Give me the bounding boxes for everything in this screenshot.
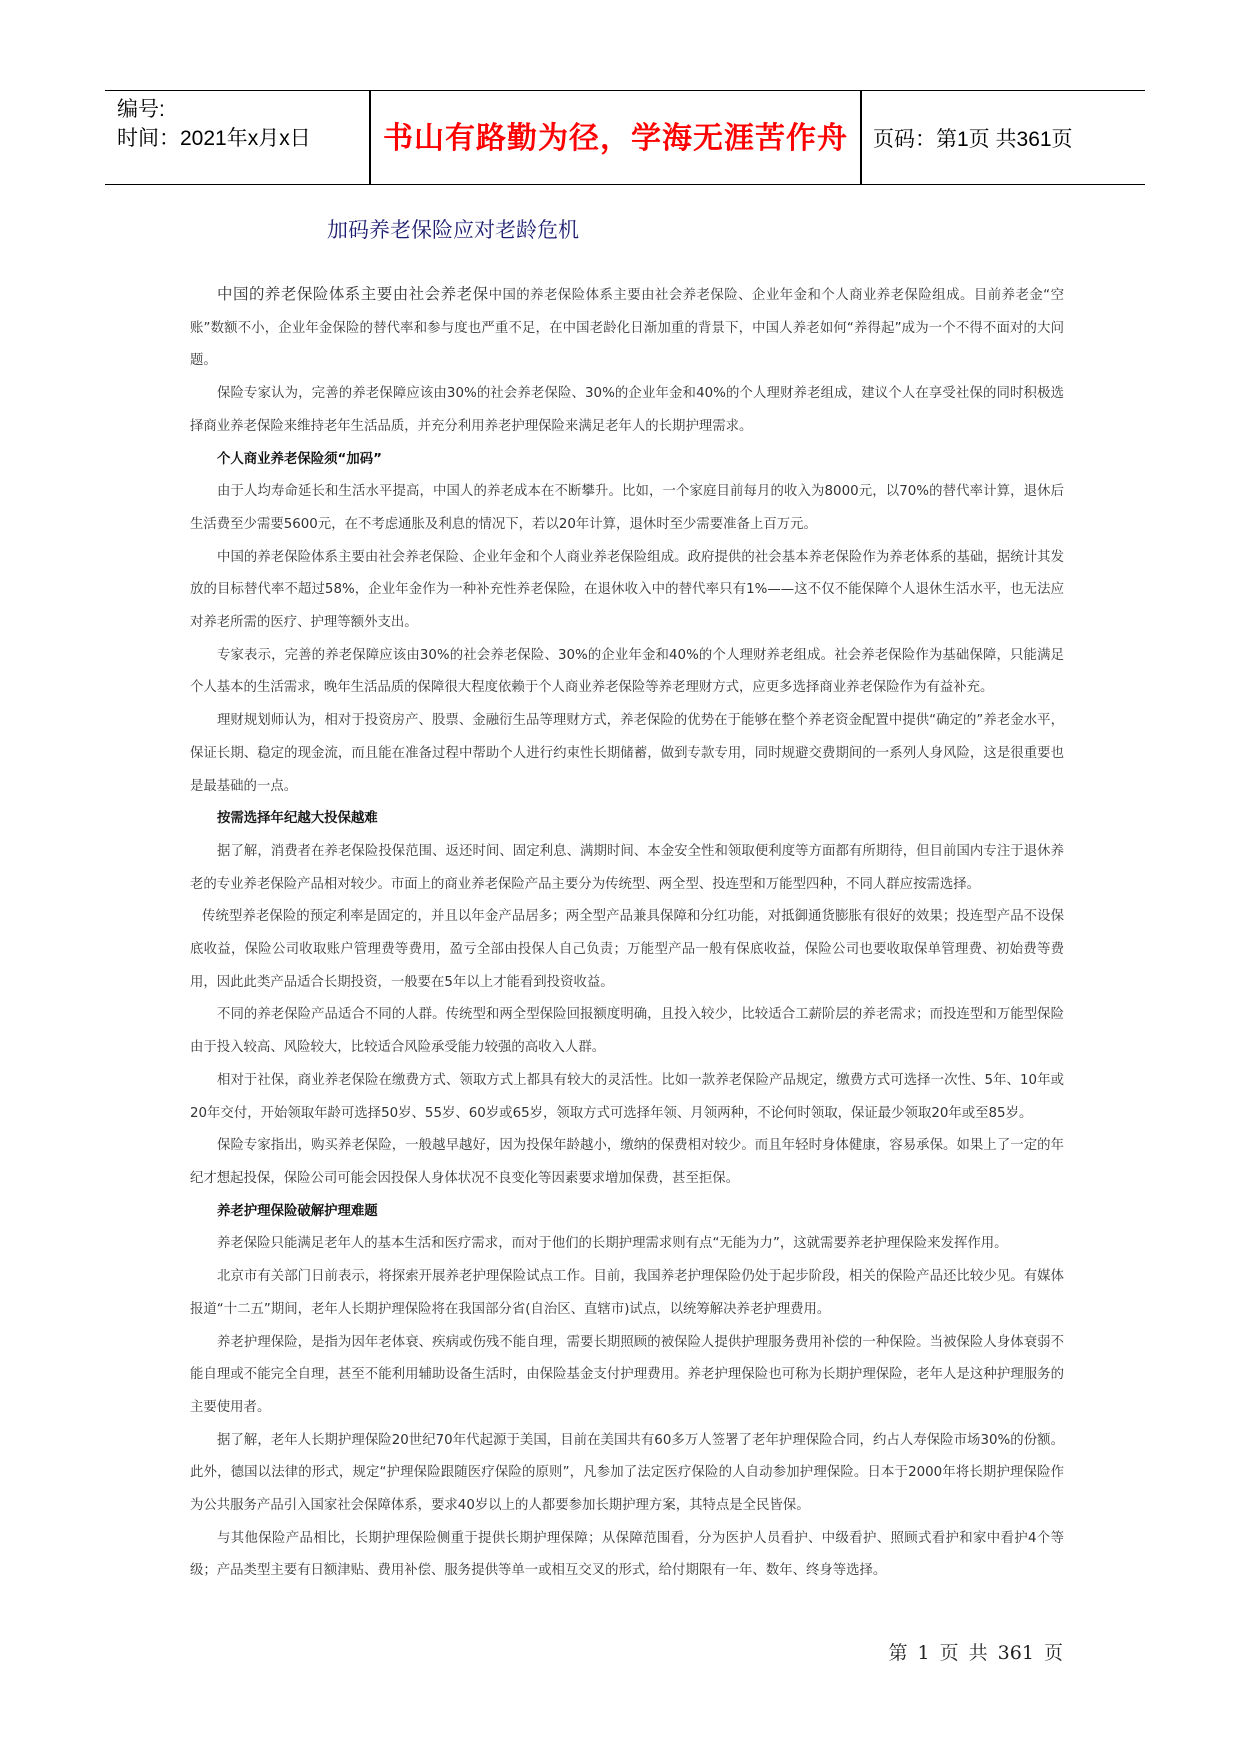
section-heading: 养老护理保险破解护理难题 (217, 1203, 378, 1219)
paragraph: 据了解，老年人长期护理保险20世纪70年代起源于美国，目前在美国共有60多万人签署了老年护理保险合同，约占人寿保险市场30%的份额。此外，德国以法律的形式，规定“护理保险跟随医疗保险的原则”，凡参加了法定医疗保险的人自动参加护理保险。日本于2000年将长期护理保险作为公共服务产品引入国家社会保障体系，要求40岁以上的人都要参加长期护理方案，其特点是全民皆保。 (190, 1432, 1064, 1514)
page-footer: 第 1 页 共 361 页 (888, 1642, 1063, 1664)
document-title: 加码养老保险应对老龄危机 (327, 218, 579, 242)
paragraph: 中国的养老保险体系主要由社会养老保险、企业年金和个人商业养老保险组成。政府提供的社会基本养老保险作为养老体系的基础，据统计其发放的目标替代率不超过58%，企业年金作为一种补充性养老保险，在退休收入中的替代率只有1%——这不仅不能保障个人退休生活水平，也无法应对养老所需的医疗、护理等额外支出。 (190, 549, 1064, 631)
paragraph-lead: 中国的养老保险体系主要由社会养老保 (217, 285, 489, 303)
paragraph: 不同的养老保险产品适合不同的人群。传统型和两全型保险回报额度明确，且投入较少，比较适合工薪阶层的养老需求；而投连型和万能型保险由于投入较高、风险较大，比较适合风险承受能力较强的高收入人群。 (190, 1007, 1064, 1056)
document-body (190, 278, 1064, 1588)
section-heading: 个人商业养老保险须“加码” (217, 451, 382, 467)
document-header (105, 90, 1145, 185)
header-left (117, 95, 311, 153)
paragraph: 专家表示，完善的养老保障应该由30%的社会养老保险、30%的企业年金和40%的个人理财养老组成。社会养老保险作为基础保障，只能满足个人基本的生活需求，晚年生活品质的保障很大程度依赖于个人商业养老保险等养老理财方式，应更多选择商业养老保险作为有益补充。 (190, 647, 1064, 696)
paragraph: 保险专家指出，购买养老保险，一般越早越好，因为投保年龄越小，缴纳的保费相对较少。而且年轻时身体健康，容易承保。如果上了一定的年纪才想起投保，保险公司可能会因投保人身体状况不良变化等因素要求增加保费，甚至拒保。 (190, 1138, 1064, 1186)
paragraph: 据了解，消费者在养老保险投保范围、返还时间、固定利息、满期时间、本金安全性和领取便利度等方面都有所期待，但目前国内专注于退休养老的专业养老保险产品相对较少。市面上的商业养老保险产品主要分为传统型、两全型、投连型和万能型四种，不同人群应按需选择。 (190, 843, 1064, 892)
paragraph-text: 中国的养老保险体系主要由社会养老保险、企业年金和个人商业养老保险组成。目前养老金“空账”数额不小，企业年金保险的替代率和参与度也严重不足，在中国老龄化日渐加重的背景下，中国人养老如何“养得起”成为一个不得不面对的大问题。 (190, 288, 1064, 369)
paragraph: 与其他保险产品相比，长期护理保险侧重于提供长期护理保障；从保障范围看，分为医护人员看护、中级看护、照顾式看护和家中看护4个等级；产品类型主要有日额津贴、费用补偿、服务提供等单一或相互交叉的形式，给付期限有一年、数年、终身等选择。 (190, 1530, 1064, 1579)
paragraph (190, 278, 1064, 378)
section-heading: 按需选择年纪越大投保越难 (217, 811, 378, 827)
paragraph: 由于人均寿命延长和生活水平提高，中国人的养老成本在不断攀升。比如，一个家庭目前每月的收入为8000元，以70%的替代率计算，退休后生活费至少需要5600元，在不考虑通胀及利息的情况下，若以20年计算，退休时至少需要准备上百万元。 (190, 484, 1064, 532)
page-label: 页码：第1页 共361页 (873, 128, 1073, 151)
motto: 书山有路勤为径，学海无涯苦作舟 (383, 121, 848, 156)
number-label: 编号: (117, 98, 165, 121)
paragraph: 理财规划师认为，相对于投资房产、股票、金融衍生品等理财方式，养老保险的优势在于能够在整个养老资金配置中提供“确定的”养老金水平，保证长期、稳定的现金流，而且能在准备过程中帮助个人进行约束性长期储蓄，做到专款专用，同时规避交费期间的一系列人身风险，这是很重要也是最基础的一点。 (190, 713, 1064, 794)
paragraph: 传统型养老保险的预定利率是固定的，并且以年金产品居多；两全型产品兼具保障和分红功能，对抵御通货膨胀有很好的效果；投连型产品不设保底收益，保险公司收取账户管理费等费用，盈亏全部由投保人自己负责；万能型产品一般有保底收益，保险公司也要收取保单管理费、初始费等费用，因此此类产品适合长期投资，一般要在5年以上才能看到投资收益。 (190, 909, 1064, 990)
paragraph: 养老护理保险，是指为因年老体衰、疾病或伤残不能自理，需要长期照顾的被保险人提供护理服务费用补偿的一种保险。当被保险人身体衰弱不能自理或不能完全自理，甚至不能利用辅助设备生活时，由保险基金支付护理费用。养老护理保险也可称为长期护理保险，老年人是这种护理服务的主要使用者。 (190, 1334, 1064, 1415)
paragraph: 保险专家认为，完善的养老保障应该由30%的社会养老保险、30%的企业年金和40%的个人理财养老组成，建议个人在享受社保的同时积极选择商业养老保险来维持老年生活品质，并充分利用养老护理保险来满足老年人的长期护理需求。 (190, 386, 1064, 434)
paragraph: 养老保险只能满足老年人的基本生活和医疗需求，而对于他们的长期护理需求则有点“无能为力”，这就需要养老护理保险来发挥作用。 (217, 1236, 1008, 1252)
paragraph: 相对于社保，商业养老保险在缴费方式、领取方式上都具有较大的灵活性。比如一款养老保险产品规定，缴费方式可选择一次性、5年、10年或20年交付，开始领取年龄可选择50岁、55岁、60岁或65岁，领取方式可选择年领、月领两种，不论何时领取，保证最少领取20年或至85岁。 (190, 1072, 1064, 1121)
paragraph: 北京市有关部门日前表示，将探索开展养老护理保险试点工作。目前，我国养老护理保险仍处于起步阶段，相关的保险产品还比较少见。有媒体报道“十二五”期间，老年人长期护理保险将在我国部分省(自治区、直辖市)试点，以统筹解决养老护理费用。 (190, 1269, 1064, 1317)
time-label: 时间：2021年x月x日 (117, 127, 311, 150)
